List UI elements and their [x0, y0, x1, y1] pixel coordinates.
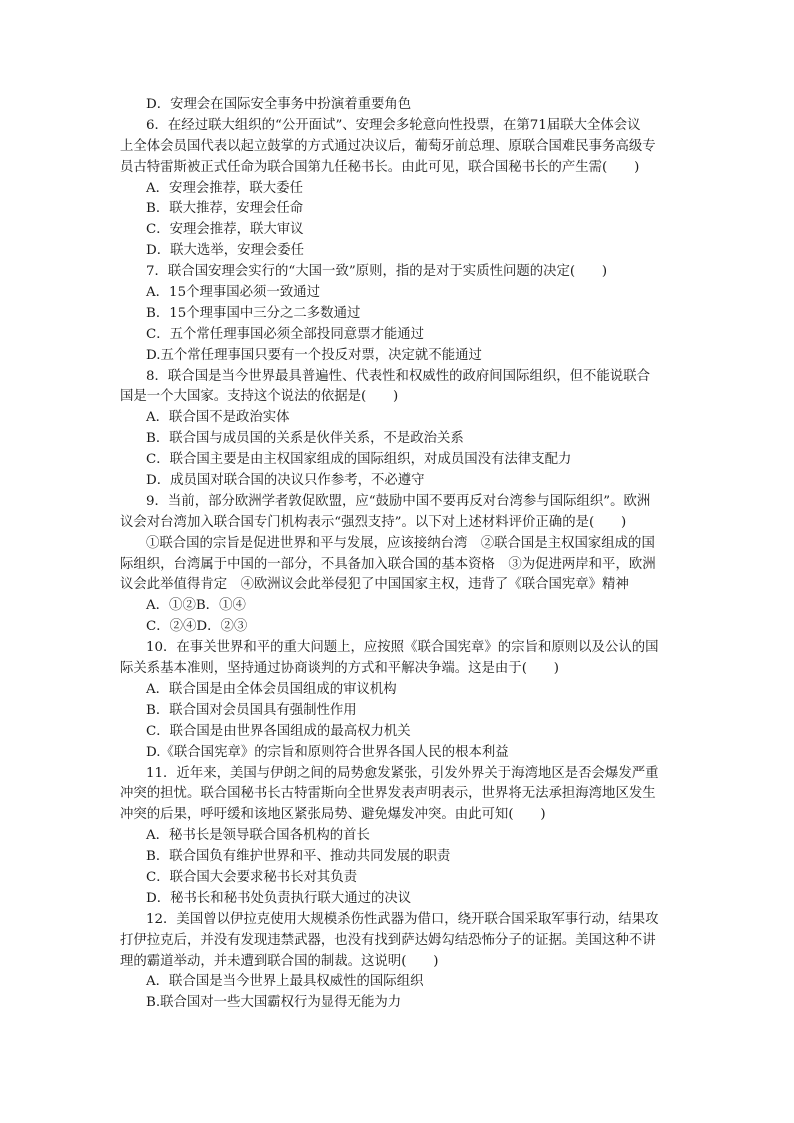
text-line: 6．在经过联大组织的“公开面试”、安理会多轮意向性投票，在第71届联大全体会议	[146, 117, 641, 133]
text-line: C．联合国大会要求秘书长对其负责	[146, 869, 358, 885]
text-line: B.联合国对一些大国霸权行为显得无能为力	[146, 995, 402, 1011]
text-line: B．联合国与成员国的关系是伙伴关系，不是政治关系	[146, 431, 464, 447]
text-line: A．联合国是当今世界上最具权威性的国际组织	[146, 974, 424, 990]
text-line: D.《联合国宪章》的宗旨和原则符合世界各国人民的根本利益	[146, 744, 509, 760]
text-line: D．成员国对联合国的决议只作参考，不必遵守	[146, 473, 425, 489]
text-line: 8．联合国是当今世界最具普遍性、代表性和权威性的政府间国际组织，但不能说联合	[146, 368, 650, 384]
text-line: 际关系基本准则，坚持通过协商谈判的方式和平解决争端。这是由于( )	[120, 661, 559, 677]
text-line: 打伊拉克后，并没有发现违禁武器，也没有找到萨达姆勾结恐怖分子的证据。美国这种不讲	[120, 932, 656, 948]
text-line: 议会此举值得肯定 ④欧洲议会此举侵犯了中国国家主权，违背了《联合国宪章》精神	[120, 577, 629, 593]
text-line: 12．美国曾以伊拉克使用大规模杀伤性武器为借口，绕开联合国采取军事行动，结果攻	[146, 911, 659, 927]
text-line: C．五个常任理事国必须全部投同意票才能通过	[146, 326, 425, 342]
text-line: 议会对台湾加入联合国专门机构表示“强烈支持”。以下对上述材料评价正确的是( )	[120, 514, 627, 530]
text-line: A．联合国是由全体会员国组成的审议机构	[146, 681, 397, 697]
text-line: A．秘书长是领导联合国各机构的首长	[146, 828, 370, 844]
text-line: 理的霸道举动，并未遭到联合国的制裁。这说明( )	[120, 953, 439, 969]
text-line: A．联合国不是政治实体	[146, 410, 290, 426]
text-line: A．15个理事国必须一致通过	[146, 285, 321, 301]
text-line: D．联大选举，安理会委任	[146, 243, 305, 259]
text-line: B．联合国对会员国具有强制性作用	[146, 702, 357, 718]
text-line: A．①②B．①④	[146, 598, 246, 614]
text-line: C．安理会推荐，联大审议	[146, 222, 304, 238]
text-line: A．安理会推荐，联大委任	[146, 180, 303, 196]
text-line: B．联合国负有维护世界和平、推动共同发展的职责	[146, 849, 451, 865]
text-line: 10．在事关世界和平的重大问题上，应按照《联合国宪章》的宗旨和原则以及公认的国	[146, 640, 659, 656]
text-line: 员古特雷斯被正式任命为联合国第九任秘书长。由此可见，联合国秘书长的产生需( )	[120, 159, 640, 175]
text-line: C．联合国是由世界各国组成的最高权力机关	[146, 723, 411, 739]
text-line: C．联合国主要是由主权国家组成的国际组织，对成员国没有法律支配力	[146, 452, 572, 468]
text-line: B．联大推荐，安理会任命	[146, 201, 304, 217]
text-line: D．安理会在国际安全事务中扮演着重要角色	[146, 97, 412, 112]
text-line: 际组织，台湾属于中国的一部分，不具备加入联合国的基本资格 ③为促进两岸和平，欧洲	[120, 556, 656, 572]
text-line: 国是一个大国家。支持这个说法的依据是( )	[120, 389, 399, 405]
document-page	[120, 95, 668, 1014]
text-line: 冲突的后果，呼吁缓和该地区紧张局势、避免爆发冲突。由此可知( )	[120, 807, 546, 823]
text-line: 上全体会员国代表以起立鼓掌的方式通过决议后，葡萄牙前总理、原联合国难民事务高级专	[120, 138, 656, 154]
text-line: B．15个理事国中三分之二多数通过	[146, 305, 361, 321]
text-line: ①联合国的宗旨是促进世界和平与发展，应该接纳台湾 ②联合国是主权国家组成的国	[146, 535, 655, 551]
text-line: 冲突的担忧。联合国秘书长古特雷斯向全世界发表声明表示，世界将无法承担海湾地区发生	[120, 786, 656, 802]
text-line: 11．近年来，美国与伊朗之间的局势愈发紧张，引发外界关于海湾地区是否会爆发严重	[146, 765, 659, 781]
text-line: C．②④D．②③	[146, 619, 248, 635]
text-line: D．秘书长和秘书处负责执行联大通过的决议	[146, 890, 412, 906]
text-line: 7．联合国安理会实行的“大国一致”原则，指的是对于实质性问题的决定( )	[146, 264, 608, 280]
text-line: D.五个常任理事国只要有一个投反对票，决定就不能通过	[146, 347, 482, 363]
text-line: 9．当前，部分欧洲学者敦促欧盟，应“鼓励中国不要再反对台湾参与国际组织”。欧洲	[146, 493, 651, 509]
